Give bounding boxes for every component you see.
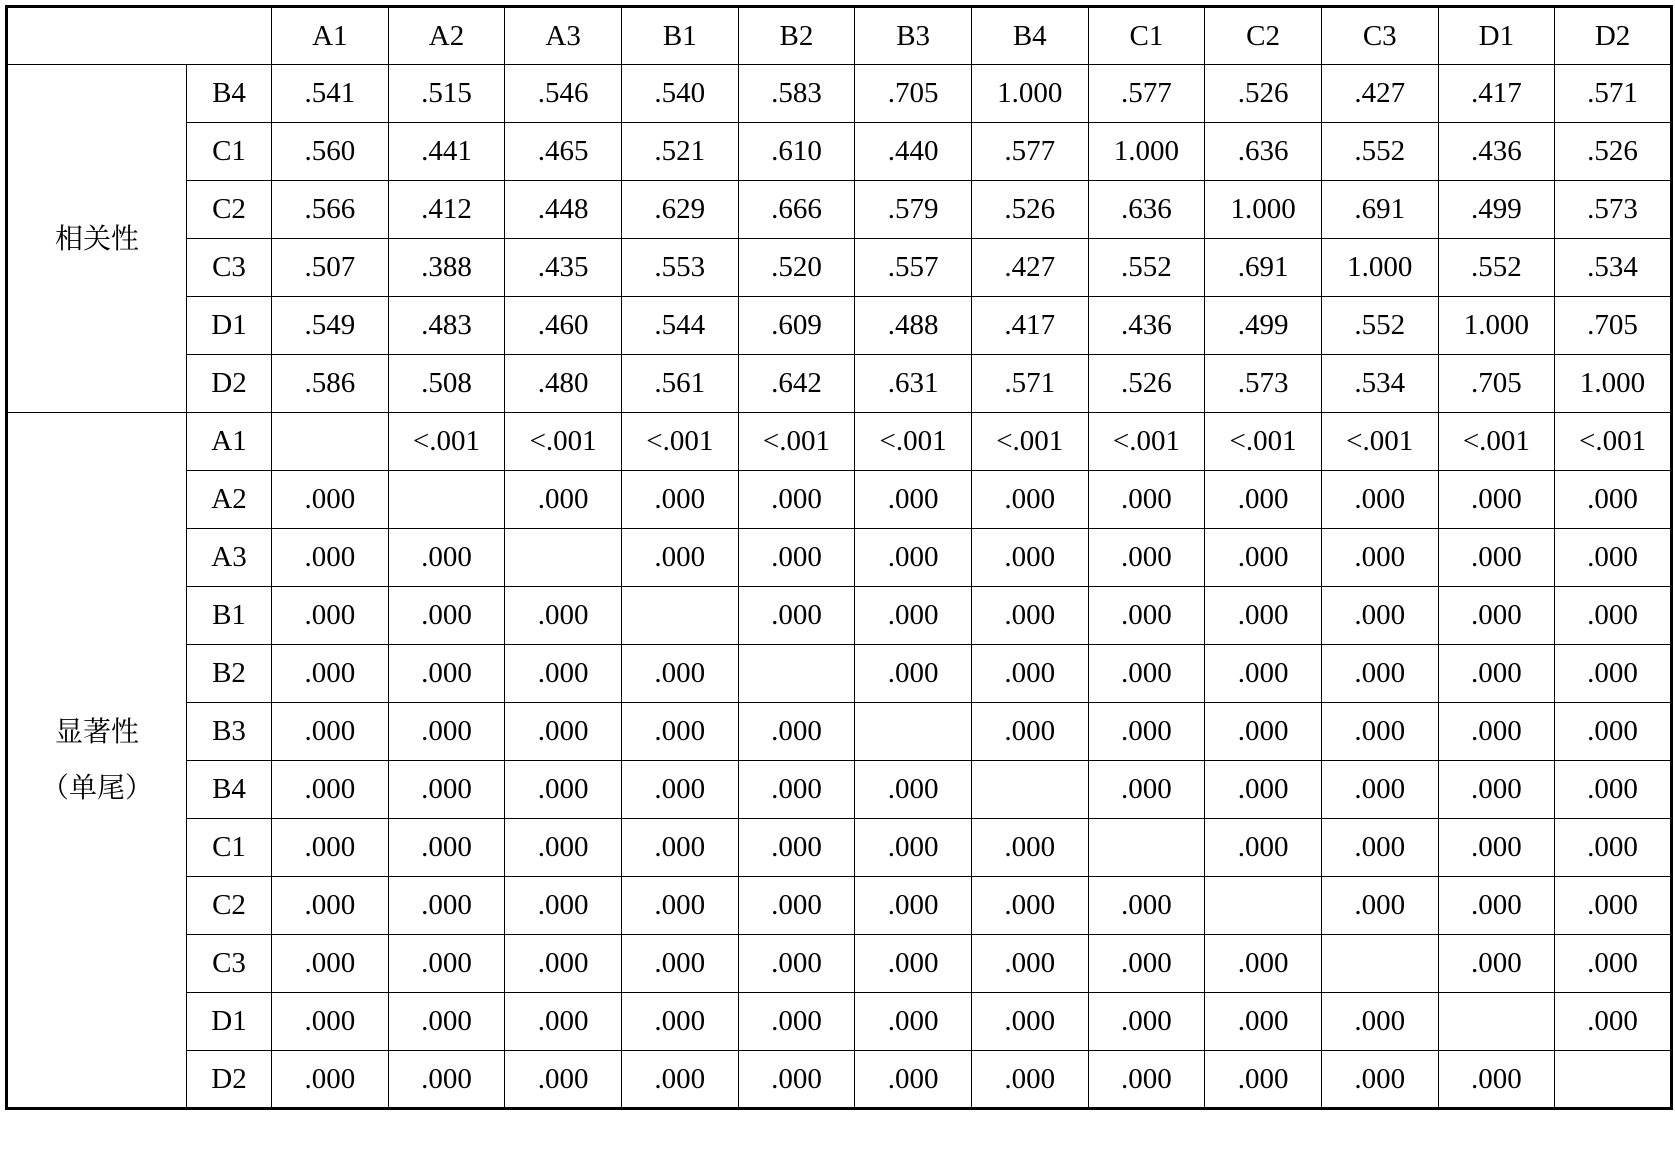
data-cell: .000 (738, 471, 855, 529)
data-cell (1438, 993, 1555, 1051)
group-label-cell (7, 413, 187, 1109)
data-cell: .000 (1205, 529, 1322, 587)
data-cell: .000 (1438, 645, 1555, 703)
group-label-line: （单尾） (40, 771, 153, 804)
correlation-table (5, 5, 1673, 1110)
data-cell: .000 (1088, 645, 1205, 703)
data-cell: .000 (971, 1051, 1088, 1109)
table-row (7, 355, 1672, 413)
data-cell: .460 (505, 297, 622, 355)
data-cell: .000 (1088, 1051, 1205, 1109)
data-cell: .000 (388, 819, 505, 877)
data-cell: .000 (1205, 587, 1322, 645)
data-cell: .000 (738, 587, 855, 645)
data-cell: .000 (621, 471, 738, 529)
data-cell: .552 (1321, 123, 1438, 181)
data-cell: .000 (1555, 761, 1672, 819)
data-cell: .000 (738, 761, 855, 819)
row-label: B2 (187, 645, 272, 703)
data-cell: .000 (855, 819, 972, 877)
data-cell: .000 (1088, 587, 1205, 645)
data-cell: .000 (971, 587, 1088, 645)
data-cell: .000 (1321, 645, 1438, 703)
data-cell: 1.000 (1205, 181, 1322, 239)
data-cell: .448 (505, 181, 622, 239)
data-cell: .000 (1438, 703, 1555, 761)
data-cell: .000 (1555, 529, 1672, 587)
data-cell: .000 (505, 993, 622, 1051)
data-cell: .000 (1438, 529, 1555, 587)
table-row (7, 65, 1672, 123)
data-cell: .000 (505, 935, 622, 993)
table-row (7, 529, 1672, 587)
data-cell: .000 (388, 935, 505, 993)
data-cell: .000 (971, 471, 1088, 529)
column-header: A3 (505, 7, 622, 65)
data-cell: .534 (1555, 239, 1672, 297)
data-cell: .000 (1205, 471, 1322, 529)
column-header: B2 (738, 7, 855, 65)
data-cell: .000 (1321, 529, 1438, 587)
header-row (7, 7, 1672, 65)
data-cell: .000 (272, 993, 389, 1051)
data-cell: .636 (1205, 123, 1322, 181)
data-cell: .526 (971, 181, 1088, 239)
data-cell: .000 (1088, 877, 1205, 935)
data-cell: 1.000 (1321, 239, 1438, 297)
row-label: B4 (187, 761, 272, 819)
data-cell (1205, 877, 1322, 935)
row-label: A1 (187, 413, 272, 471)
data-cell: .000 (738, 529, 855, 587)
column-header: A2 (388, 7, 505, 65)
row-label: D1 (187, 297, 272, 355)
data-cell: .000 (388, 1051, 505, 1109)
data-cell: .000 (1555, 993, 1672, 1051)
data-cell: .000 (621, 819, 738, 877)
data-cell: .552 (1088, 239, 1205, 297)
data-cell: .000 (505, 587, 622, 645)
data-cell: .000 (971, 703, 1088, 761)
data-cell: .417 (1438, 65, 1555, 123)
column-header: C2 (1205, 7, 1322, 65)
data-cell: .000 (505, 645, 622, 703)
data-cell: <.001 (505, 413, 622, 471)
column-header: B1 (621, 7, 738, 65)
data-cell: .507 (272, 239, 389, 297)
data-cell (738, 645, 855, 703)
data-cell: .000 (855, 587, 972, 645)
table-row (7, 471, 1672, 529)
data-cell: .629 (621, 181, 738, 239)
data-cell: <.001 (1555, 413, 1672, 471)
table-row (7, 123, 1672, 181)
data-cell: .000 (621, 529, 738, 587)
data-cell: <.001 (855, 413, 972, 471)
data-cell: 1.000 (1438, 297, 1555, 355)
data-cell: <.001 (1205, 413, 1322, 471)
data-cell: .388 (388, 239, 505, 297)
data-cell: .586 (272, 355, 389, 413)
data-cell: .000 (1088, 993, 1205, 1051)
table-row (7, 877, 1672, 935)
data-cell: .553 (621, 239, 738, 297)
group-label-line: 相关性 (54, 221, 139, 255)
data-cell: .427 (1321, 65, 1438, 123)
column-header: A1 (272, 7, 389, 65)
data-cell: .000 (855, 935, 972, 993)
data-cell: .000 (1555, 471, 1672, 529)
data-cell: .705 (1438, 355, 1555, 413)
data-cell: .552 (1438, 239, 1555, 297)
data-cell (1321, 935, 1438, 993)
data-cell: .521 (621, 123, 738, 181)
data-cell (272, 413, 389, 471)
data-cell: .691 (1205, 239, 1322, 297)
data-cell: <.001 (1321, 413, 1438, 471)
data-cell: .000 (1438, 935, 1555, 993)
data-cell: .000 (1321, 993, 1438, 1051)
column-header: B4 (971, 7, 1088, 65)
data-cell: .583 (738, 65, 855, 123)
data-cell: .000 (1321, 703, 1438, 761)
data-cell: .499 (1205, 297, 1322, 355)
data-cell: .000 (855, 529, 972, 587)
data-cell: .000 (1438, 877, 1555, 935)
data-cell: .000 (272, 761, 389, 819)
data-cell: .000 (272, 587, 389, 645)
data-cell: .577 (971, 123, 1088, 181)
data-cell: .000 (738, 1051, 855, 1109)
data-cell: .000 (1205, 1051, 1322, 1109)
data-cell: .427 (971, 239, 1088, 297)
data-cell: .000 (505, 471, 622, 529)
data-cell: .540 (621, 65, 738, 123)
data-cell: .573 (1555, 181, 1672, 239)
data-cell: .000 (971, 645, 1088, 703)
data-cell: .000 (272, 877, 389, 935)
data-cell: .705 (855, 65, 972, 123)
data-cell: .000 (1205, 935, 1322, 993)
data-cell: .000 (1088, 761, 1205, 819)
data-cell: .000 (505, 819, 622, 877)
data-cell: .000 (1205, 993, 1322, 1051)
data-cell: .000 (738, 819, 855, 877)
data-cell: .000 (1555, 935, 1672, 993)
data-cell: .691 (1321, 181, 1438, 239)
data-cell: .000 (1555, 819, 1672, 877)
row-label: D1 (187, 993, 272, 1051)
data-cell: .666 (738, 181, 855, 239)
table-row (7, 645, 1672, 703)
column-header: C1 (1088, 7, 1205, 65)
data-cell: .465 (505, 123, 622, 181)
row-label: C1 (187, 819, 272, 877)
data-cell: .000 (388, 587, 505, 645)
data-cell: .636 (1088, 181, 1205, 239)
row-label: C3 (187, 935, 272, 993)
data-cell: .549 (272, 297, 389, 355)
data-cell: .000 (621, 877, 738, 935)
data-cell: .000 (1555, 587, 1672, 645)
data-cell: .000 (388, 529, 505, 587)
data-cell: .000 (1205, 819, 1322, 877)
column-header: B3 (855, 7, 972, 65)
data-cell: .552 (1321, 297, 1438, 355)
data-cell: .000 (1438, 471, 1555, 529)
row-label: C1 (187, 123, 272, 181)
data-cell: .557 (855, 239, 972, 297)
data-cell: <.001 (738, 413, 855, 471)
data-cell: .631 (855, 355, 972, 413)
data-cell: .000 (388, 645, 505, 703)
row-label: B4 (187, 65, 272, 123)
table-row (7, 413, 1672, 471)
data-cell: .546 (505, 65, 622, 123)
data-cell: .000 (621, 703, 738, 761)
data-cell: .499 (1438, 181, 1555, 239)
row-label: B1 (187, 587, 272, 645)
data-cell: .534 (1321, 355, 1438, 413)
data-cell: .571 (1555, 65, 1672, 123)
row-label: C3 (187, 239, 272, 297)
data-cell: .435 (505, 239, 622, 297)
table-body (7, 65, 1672, 1109)
row-label: D2 (187, 1051, 272, 1109)
data-cell: .000 (272, 703, 389, 761)
data-cell: .000 (1321, 819, 1438, 877)
table-row (7, 761, 1672, 819)
data-cell: .579 (855, 181, 972, 239)
data-cell: .000 (388, 761, 505, 819)
data-cell: .000 (738, 877, 855, 935)
data-cell: .000 (971, 529, 1088, 587)
data-cell: .571 (971, 355, 1088, 413)
data-cell: .417 (971, 297, 1088, 355)
data-cell: .412 (388, 181, 505, 239)
data-cell: .000 (1321, 471, 1438, 529)
data-cell: .526 (1555, 123, 1672, 181)
data-cell (855, 703, 972, 761)
data-cell: .000 (621, 993, 738, 1051)
data-cell: .488 (855, 297, 972, 355)
data-cell: .573 (1205, 355, 1322, 413)
data-cell: .000 (621, 935, 738, 993)
data-cell: .000 (505, 703, 622, 761)
table-row (7, 297, 1672, 355)
data-cell: 1.000 (971, 65, 1088, 123)
data-cell: .000 (1205, 761, 1322, 819)
data-cell: .000 (1438, 587, 1555, 645)
data-cell: .000 (1555, 645, 1672, 703)
data-cell: .000 (1438, 819, 1555, 877)
row-label: B3 (187, 703, 272, 761)
data-cell: .000 (1088, 529, 1205, 587)
data-cell: <.001 (1438, 413, 1555, 471)
data-cell: .000 (272, 645, 389, 703)
group-label-line: 显著性 (54, 715, 139, 748)
data-cell: .000 (1321, 761, 1438, 819)
data-cell: .544 (621, 297, 738, 355)
correlation-table-container (5, 5, 1673, 1110)
data-cell: <.001 (621, 413, 738, 471)
data-cell: 1.000 (1555, 355, 1672, 413)
data-cell: .440 (855, 123, 972, 181)
data-cell: .566 (272, 181, 389, 239)
data-cell: .526 (1205, 65, 1322, 123)
table-row (7, 181, 1672, 239)
data-cell (621, 587, 738, 645)
data-cell: 1.000 (1088, 123, 1205, 181)
data-cell (1555, 1051, 1672, 1109)
data-cell: .705 (1555, 297, 1672, 355)
data-cell: .508 (388, 355, 505, 413)
data-cell: .000 (855, 993, 972, 1051)
data-cell: .000 (855, 761, 972, 819)
table-row (7, 587, 1672, 645)
data-cell (1088, 819, 1205, 877)
data-cell: .000 (1088, 471, 1205, 529)
data-cell: <.001 (1088, 413, 1205, 471)
data-cell: .483 (388, 297, 505, 355)
row-label: A2 (187, 471, 272, 529)
table-row (7, 1051, 1672, 1109)
data-cell: .515 (388, 65, 505, 123)
data-cell: .000 (1555, 703, 1672, 761)
data-cell: .560 (272, 123, 389, 181)
data-cell: .000 (855, 645, 972, 703)
data-cell: .577 (1088, 65, 1205, 123)
data-cell: <.001 (388, 413, 505, 471)
data-cell: .000 (738, 703, 855, 761)
group-label-cell (7, 65, 187, 413)
data-cell: .000 (1205, 703, 1322, 761)
data-cell: .000 (1205, 645, 1322, 703)
data-cell: .000 (272, 1051, 389, 1109)
data-cell: .000 (621, 761, 738, 819)
data-cell: .520 (738, 239, 855, 297)
data-cell: .000 (1088, 935, 1205, 993)
data-cell: .000 (738, 935, 855, 993)
data-cell: .000 (855, 1051, 972, 1109)
data-cell: .609 (738, 297, 855, 355)
data-cell: .000 (388, 877, 505, 935)
data-cell: .441 (388, 123, 505, 181)
data-cell: .000 (1438, 761, 1555, 819)
column-header: D2 (1555, 7, 1672, 65)
row-label: C2 (187, 181, 272, 239)
data-cell: .000 (971, 819, 1088, 877)
table-header (7, 7, 1672, 65)
table-row (7, 703, 1672, 761)
data-cell: .000 (621, 645, 738, 703)
data-cell: .000 (505, 761, 622, 819)
data-cell (971, 761, 1088, 819)
data-cell: .000 (505, 1051, 622, 1109)
column-header: D1 (1438, 7, 1555, 65)
data-cell: .000 (738, 993, 855, 1051)
data-cell: .561 (621, 355, 738, 413)
data-cell: .000 (505, 877, 622, 935)
data-cell: .000 (1321, 587, 1438, 645)
row-label: D2 (187, 355, 272, 413)
data-cell: .000 (621, 1051, 738, 1109)
data-cell: .480 (505, 355, 622, 413)
data-cell: .000 (272, 529, 389, 587)
column-header: C3 (1321, 7, 1438, 65)
row-label: A3 (187, 529, 272, 587)
table-row (7, 993, 1672, 1051)
data-cell: .000 (1321, 1051, 1438, 1109)
data-cell: .000 (1321, 877, 1438, 935)
data-cell: .000 (272, 935, 389, 993)
data-cell (505, 529, 622, 587)
data-cell: .541 (272, 65, 389, 123)
data-cell (388, 471, 505, 529)
corner-cell (7, 7, 272, 65)
data-cell: .000 (272, 819, 389, 877)
data-cell: .642 (738, 355, 855, 413)
data-cell: .436 (1088, 297, 1205, 355)
data-cell: .526 (1088, 355, 1205, 413)
data-cell: .000 (971, 935, 1088, 993)
row-label: C2 (187, 877, 272, 935)
data-cell: .000 (272, 471, 389, 529)
data-cell: .000 (388, 993, 505, 1051)
data-cell: .000 (1088, 703, 1205, 761)
data-cell: .000 (1555, 877, 1672, 935)
data-cell: .000 (388, 703, 505, 761)
table-row (7, 935, 1672, 993)
data-cell: .610 (738, 123, 855, 181)
data-cell: .000 (971, 877, 1088, 935)
data-cell: <.001 (971, 413, 1088, 471)
table-row (7, 239, 1672, 297)
data-cell: .000 (971, 993, 1088, 1051)
data-cell: .436 (1438, 123, 1555, 181)
table-row (7, 819, 1672, 877)
data-cell: .000 (855, 877, 972, 935)
data-cell: .000 (855, 471, 972, 529)
data-cell: .000 (1438, 1051, 1555, 1109)
